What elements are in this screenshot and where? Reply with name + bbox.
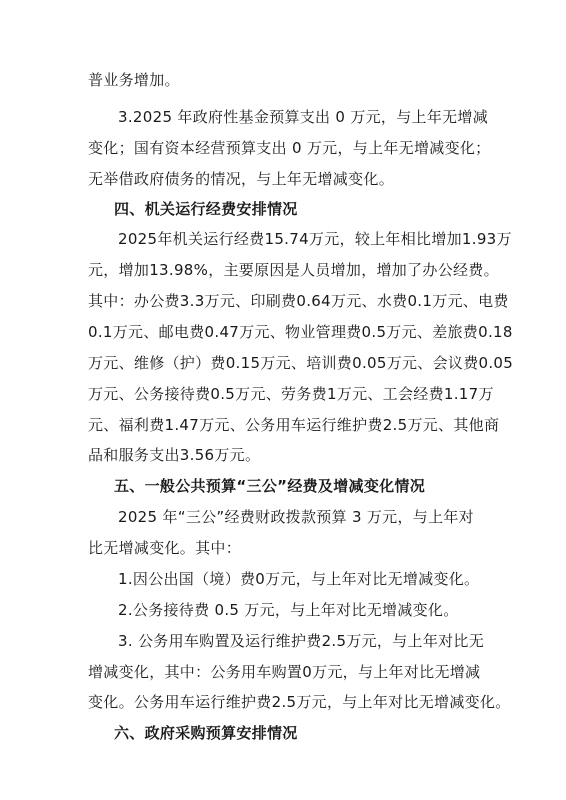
paragraph-line: 品和服务支出3.56万元。: [88, 446, 261, 464]
list-item: 3. 公务用车购置及运行维护费2.5万元，与上年对比无: [118, 632, 485, 650]
paragraph-line: 无举借政府债务的情况，与上年无增减变化。: [88, 170, 395, 188]
list-item: 2.公务接待费 0.5 万元，与上年对比无增减变化。: [118, 601, 459, 619]
paragraph-line: 元，增加13.98%，主要原因是人员增加，增加了办公经费。: [88, 261, 499, 279]
section-heading: 六、政府采购预算安排情况: [114, 724, 298, 742]
list-item: 1.因公出国（境）费0万元，与上年对比无增减变化。: [118, 570, 480, 588]
paragraph-line: 变化。公务用车运行维护费2.5万元，与上年对比无增减变化。: [88, 693, 511, 711]
paragraph-line: 2025年机关运行经费15.74万元，较上年相比增加1.93万: [118, 230, 512, 248]
paragraph-line: 比无增减变化。其中：: [88, 539, 242, 557]
section-heading: 四、机关运行经费安排情况: [114, 200, 298, 218]
paragraph-line: 万元、维修（护）费0.15万元、培训费0.05万元、会议费0.05: [88, 354, 514, 372]
paragraph-line: 3.2025 年政府性基金预算支出 0 万元，与上年无增减: [118, 108, 489, 126]
paragraph-line: 元、福利费1.47万元、公务用车运行维护费2.5万元、其他商: [88, 416, 500, 434]
paragraph-line: 普业务增加。: [88, 71, 180, 89]
paragraph-line: 增减变化，其中：公务用车购置0万元，与上年对比无增减: [88, 663, 481, 681]
paragraph-line: 其中：办公费3.3万元、印刷费0.64万元、水费0.1万元、电费: [88, 292, 509, 310]
paragraph-line: 变化；国有资本经营预算支出 0 万元，与上年无增减变化；: [88, 139, 491, 157]
paragraph-line: 万元、公务接待费0.5万元、劳务费1万元、工会经费1.17万: [88, 385, 494, 403]
paragraph-line: 2025 年“三公”经费财政拨款预算 3 万元，与上年对: [118, 508, 474, 526]
section-heading: 五、一般公共预算“三公”经费及增减变化情况: [114, 477, 426, 495]
paragraph-line: 0.1万元、邮电费0.47万元、物业管理费0.5万元、差旅费0.18: [88, 323, 513, 341]
